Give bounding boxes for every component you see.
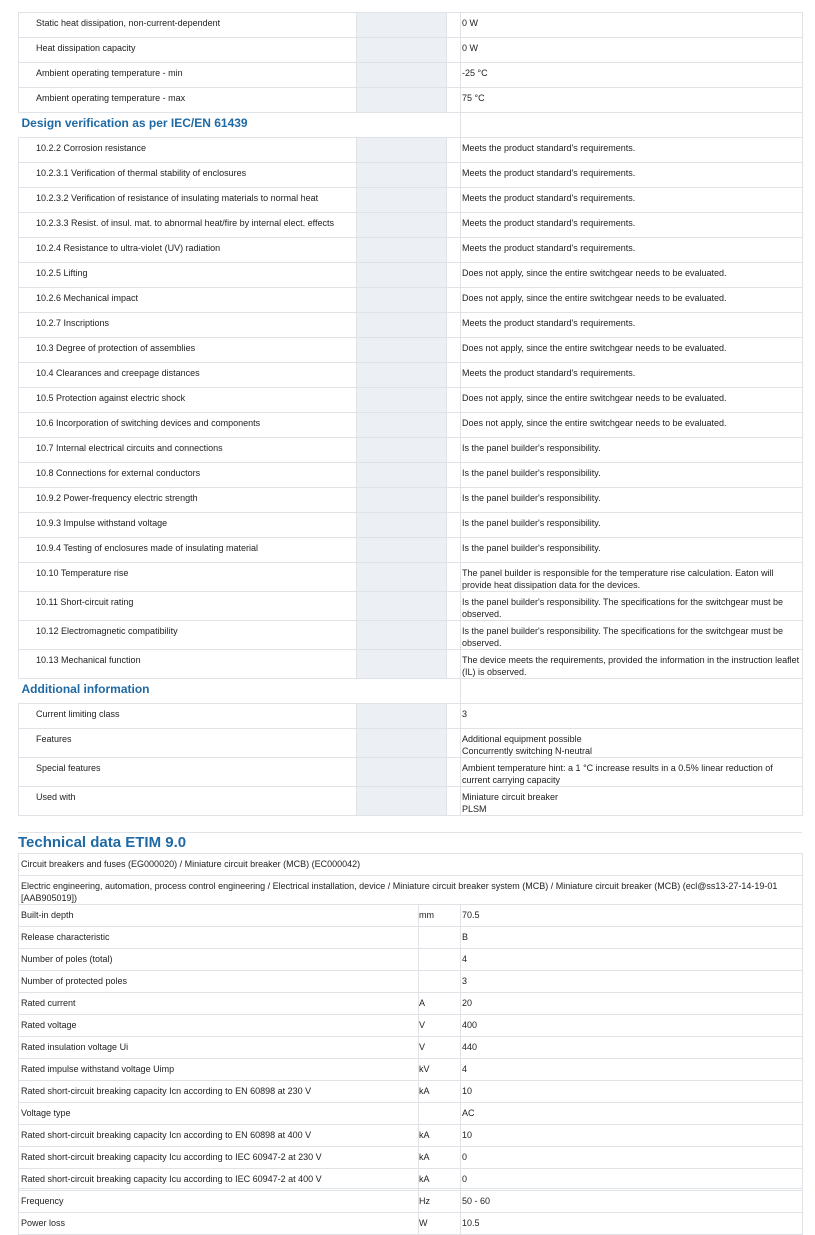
row-label: 10.9.4 Testing of enclosures made of insulating material [19,538,357,563]
etim-path-line: Electric engineering, automation, process control engineering / Electrical installation, device / Miniature circuit breaker system (MCB) / Miniature circuit breaker (MCB) (ecl@ss13-27-14-19-01 [AAB905019]) [19,876,803,905]
footer-divider [18,1188,802,1189]
row-label: Voltage type [19,1103,419,1125]
table-row [19,927,803,949]
row-label: 10.6 Incorporation of switching devices and components [19,413,357,438]
table-row [19,263,803,288]
row-value: 440 [461,1037,803,1059]
table-row [19,388,803,413]
table-row [19,1015,803,1037]
row-value: 3 [461,971,803,993]
row-value: Is the panel builder's responsibility. The specifications for the switchgear must be observed. [461,592,803,621]
row-value: Meets the product standard's requirements. [461,363,803,388]
row-value: Is the panel builder's responsibility. The specifications for the switchgear must be observed. [461,621,803,650]
table-row [19,63,803,88]
row-label: 10.8 Connections for external conductors [19,463,357,488]
row-label: Heat dissipation capacity [19,38,357,63]
row-label: Rated short-circuit breaking capacity Icu according to IEC 60947-2 at 230 V [19,1147,419,1169]
row-label: 10.2.3.1 Verification of thermal stability of enclosures [19,163,357,188]
section-header [19,113,803,138]
table-row [19,1191,803,1213]
table-row [19,563,803,592]
row-label: 10.13 Mechanical function [19,650,357,679]
row-value: AC [461,1103,803,1125]
row-value: Does not apply, since the entire switchgear needs to be evaluated. [461,263,803,288]
table-row [19,38,803,63]
row-label: Special features [19,758,357,787]
row-label: Frequency [19,1191,419,1213]
row-unit [419,949,461,971]
table-row [19,313,803,338]
row-label: Rated insulation voltage Ui [19,1037,419,1059]
table-row [19,592,803,621]
table-row [19,949,803,971]
etim-section-title: Technical data ETIM 9.0 [18,832,802,853]
table-row [19,1125,803,1147]
row-label: 10.3 Degree of protection of assemblies [19,338,357,363]
table-row [19,1103,803,1125]
row-unit [419,927,461,949]
row-value: 20 [461,993,803,1015]
row-value: 400 [461,1015,803,1037]
properties-table [18,12,803,816]
row-label: Number of poles (total) [19,949,419,971]
row-label: 10.12 Electromagnetic compatibility [19,621,357,650]
row-value [461,787,803,816]
row-label: 10.2.3.3 Resist. of insul. mat. to abnormal heat/fire by internal elect. effects [19,213,357,238]
table-row [19,463,803,488]
row-value: Is the panel builder's responsibility. [461,538,803,563]
row-value: Is the panel builder's responsibility. [461,513,803,538]
table-row [19,138,803,163]
row-label: 10.9.3 Impulse withstand voltage [19,513,357,538]
row-label: 10.2.4 Resistance to ultra-violet (UV) radiation [19,238,357,263]
table-row [19,338,803,363]
table-row [19,363,803,388]
table-row [19,13,803,38]
table-row [19,1037,803,1059]
row-label: 10.7 Internal electrical circuits and connections [19,438,357,463]
row-label: Static heat dissipation, non-current-dependent [19,13,357,38]
row-label: 10.10 Temperature rise [19,563,357,592]
value-line: Additional equipment possible [462,734,582,744]
table-row [19,758,803,787]
row-value: Is the panel builder's responsibility. [461,438,803,463]
value-line: Miniature circuit breaker [462,792,559,802]
row-label: Power loss [19,1213,419,1235]
row-value: 50 - 60 [461,1191,803,1213]
table-row [19,238,803,263]
row-label: 10.2.7 Inscriptions [19,313,357,338]
row-value: 75 °C [461,88,803,113]
etim-table [18,853,803,1235]
row-value: Does not apply, since the entire switchgear needs to be evaluated. [461,388,803,413]
table-row [19,413,803,438]
table-row [19,993,803,1015]
row-label: Rated short-circuit breaking capacity Icn according to EN 60898 at 230 V [19,1081,419,1103]
row-label: Number of protected poles [19,971,419,993]
row-label: Rated impulse withstand voltage Uimp [19,1059,419,1081]
row-value: 0 W [461,13,803,38]
row-label: Rated current [19,993,419,1015]
row-unit: kV [419,1059,461,1081]
row-label: Ambient operating temperature - min [19,63,357,88]
row-unit: V [419,1015,461,1037]
table-row [19,513,803,538]
row-label: Used with [19,787,357,816]
row-label: Ambient operating temperature - max [19,88,357,113]
table-row [19,1059,803,1081]
row-value: Ambient temperature hint: a 1 °C increase results in a 0.5% linear reduction of current carrying capacity [461,758,803,787]
row-unit [419,1103,461,1125]
row-unit: mm [419,905,461,927]
section-title: Additional information [21,682,150,696]
table-row [19,905,803,927]
table-row [19,1147,803,1169]
row-label: 10.4 Clearances and creepage distances [19,363,357,388]
table-row [19,188,803,213]
table-row [19,704,803,729]
row-value: 0 [461,1147,803,1169]
row-value: Does not apply, since the entire switchgear needs to be evaluated. [461,338,803,363]
datasheet-page [18,12,802,1235]
row-value: Is the panel builder's responsibility. [461,488,803,513]
row-label: 10.9.2 Power-frequency electric strength [19,488,357,513]
table-row [19,288,803,313]
row-label: 10.2.5 Lifting [19,263,357,288]
row-label: Current limiting class [19,704,357,729]
etim-class-row [19,854,803,876]
section-header [19,679,803,704]
row-value: The device meets the requirements, provided the information in the instruction leaflet (IL) is observed. [461,650,803,679]
row-label: Rated short-circuit breaking capacity Icu according to IEC 60947-2 at 400 V [19,1169,419,1191]
row-unit: Hz [419,1191,461,1213]
row-unit: kA [419,1147,461,1169]
row-value: 3 [461,704,803,729]
row-value: 0 [461,1169,803,1191]
row-value: 4 [461,1059,803,1081]
value-line: PLSM [462,804,487,814]
row-value: Meets the product standard's requirements. [461,213,803,238]
row-label: 10.2.2 Corrosion resistance [19,138,357,163]
row-label: Rated voltage [19,1015,419,1037]
etim-path-row [19,876,803,905]
row-label: Release characteristic [19,927,419,949]
row-label: 10.2.3.2 Verification of resistance of insulating materials to normal heat [19,188,357,213]
table-row [19,438,803,463]
row-value: Is the panel builder's responsibility. [461,463,803,488]
row-unit [419,971,461,993]
row-value: 10 [461,1125,803,1147]
table-row [19,621,803,650]
table-row [19,650,803,679]
table-row [19,538,803,563]
row-unit: kA [419,1081,461,1103]
row-value [461,729,803,758]
etim-class-line: Circuit breakers and fuses (EG000020) / Miniature circuit breaker (MCB) (EC000042) [19,854,803,876]
row-value: The panel builder is responsible for the temperature rise calculation. Eaton will provide heat dissipation data for the devices. [461,563,803,592]
table-row [19,163,803,188]
table-row [19,971,803,993]
table-row [19,787,803,816]
row-value: Meets the product standard's requirements. [461,163,803,188]
row-value: 10.5 [461,1213,803,1235]
row-value: Does not apply, since the entire switchgear needs to be evaluated. [461,288,803,313]
section-title: Design verification as per IEC/EN 61439 [21,116,248,130]
row-value: Meets the product standard's requirements. [461,138,803,163]
row-label: 10.2.6 Mechanical impact [19,288,357,313]
row-value: Meets the product standard's requirements. [461,238,803,263]
row-value: B [461,927,803,949]
row-value: Meets the product standard's requirements. [461,313,803,338]
row-label: Rated short-circuit breaking capacity Icn according to EN 60898 at 400 V [19,1125,419,1147]
row-label: Features [19,729,357,758]
row-value: 4 [461,949,803,971]
row-unit: W [419,1213,461,1235]
table-row [19,1081,803,1103]
table-row [19,213,803,238]
row-label: 10.5 Protection against electric shock [19,388,357,413]
row-label: 10.11 Short-circuit rating [19,592,357,621]
row-unit: A [419,993,461,1015]
row-value: 10 [461,1081,803,1103]
row-unit: kA [419,1125,461,1147]
row-value: -25 °C [461,63,803,88]
table-row [19,88,803,113]
table-row [19,729,803,758]
row-value: 70.5 [461,905,803,927]
row-value: Meets the product standard's requirements. [461,188,803,213]
row-unit: V [419,1037,461,1059]
row-value: 0 W [461,38,803,63]
row-unit: kA [419,1169,461,1191]
table-row [19,1213,803,1235]
row-value: Does not apply, since the entire switchgear needs to be evaluated. [461,413,803,438]
row-label: Built-in depth [19,905,419,927]
table-row [19,488,803,513]
value-line: Concurrently switching N-neutral [462,746,593,756]
